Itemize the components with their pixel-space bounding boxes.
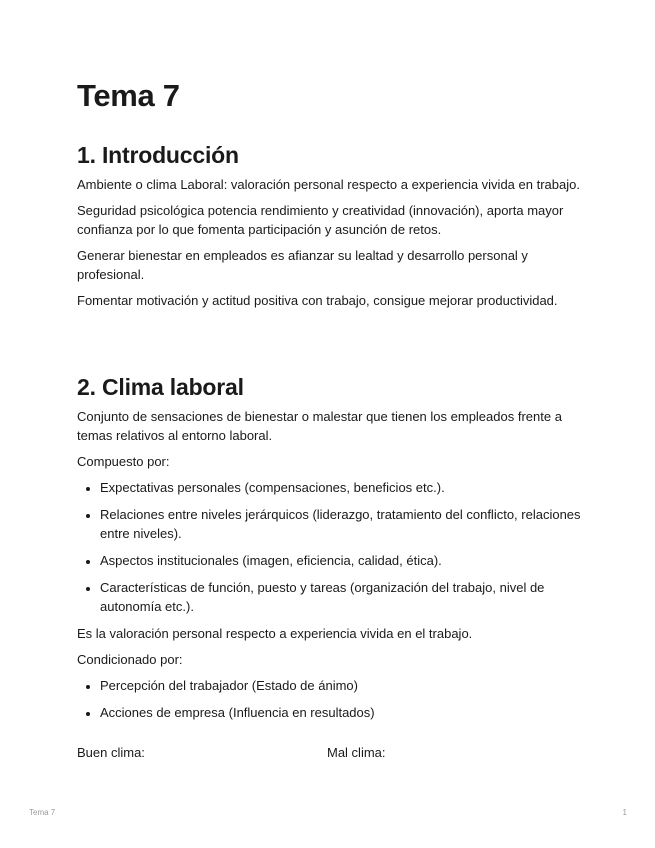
list-item: • Características de función, puesto y tareas (organización del trabajo, nivel de autonomía etc.).	[100, 578, 582, 616]
list-label-compuesto: Compuesto por:	[77, 454, 170, 469]
page-title: Tema 7	[77, 78, 180, 113]
list-item: • Expectativas personales (compensaciones, beneficios etc.).	[100, 478, 582, 497]
list-item: • Percepción del trabajador (Estado de ánimo)	[100, 676, 582, 695]
bad-climate-label: Mal clima:	[327, 745, 386, 760]
good-climate-label: Buen clima:	[77, 745, 145, 760]
paragraph: Conjunto de sensaciones de bienestar o malestar que tienen los empleados frente a temas relativos al entorno laboral.	[77, 409, 562, 443]
list-item: • Acciones de empresa (Influencia en resultados)	[100, 703, 582, 722]
paragraph: Ambiente o clima Laboral: valoración personal respecto a experiencia vivida en trabajo.	[77, 177, 580, 192]
paragraph: Seguridad psicológica potencia rendimiento y creatividad (innovación), aporta mayor confianza por lo que fomenta participación y asunción de retos.	[77, 203, 564, 237]
section-heading-clima-laboral: 2. Clima laboral	[77, 374, 244, 400]
paragraph: Es la valoración personal respecto a experiencia vivida en el trabajo.	[77, 626, 473, 641]
section-heading-introduccion: 1. Introducción	[77, 142, 239, 168]
section-introduccion	[77, 142, 582, 317]
paragraph: Fomentar motivación y actitud positiva con trabajo, consigue mejorar productividad.	[77, 293, 558, 308]
page-number: 1	[622, 808, 627, 817]
bullet-list-condicionado	[77, 676, 582, 722]
section-clima-laboral	[77, 374, 582, 730]
paragraph: Generar bienestar en empleados es afianzar su lealtad y desarrollo personal y profesional.	[77, 248, 528, 282]
list-label-condicionado: Condicionado por:	[77, 652, 183, 667]
list-item: • Aspectos institucionales (imagen, eficiencia, calidad, ética).	[100, 551, 582, 570]
footer-title: Tema 7	[29, 808, 56, 817]
list-item: • Relaciones entre niveles jerárquicos (liderazgo, tratamiento del conflicto, relaciones entre niveles).	[100, 505, 582, 543]
bullet-list-compuesto	[77, 478, 582, 616]
